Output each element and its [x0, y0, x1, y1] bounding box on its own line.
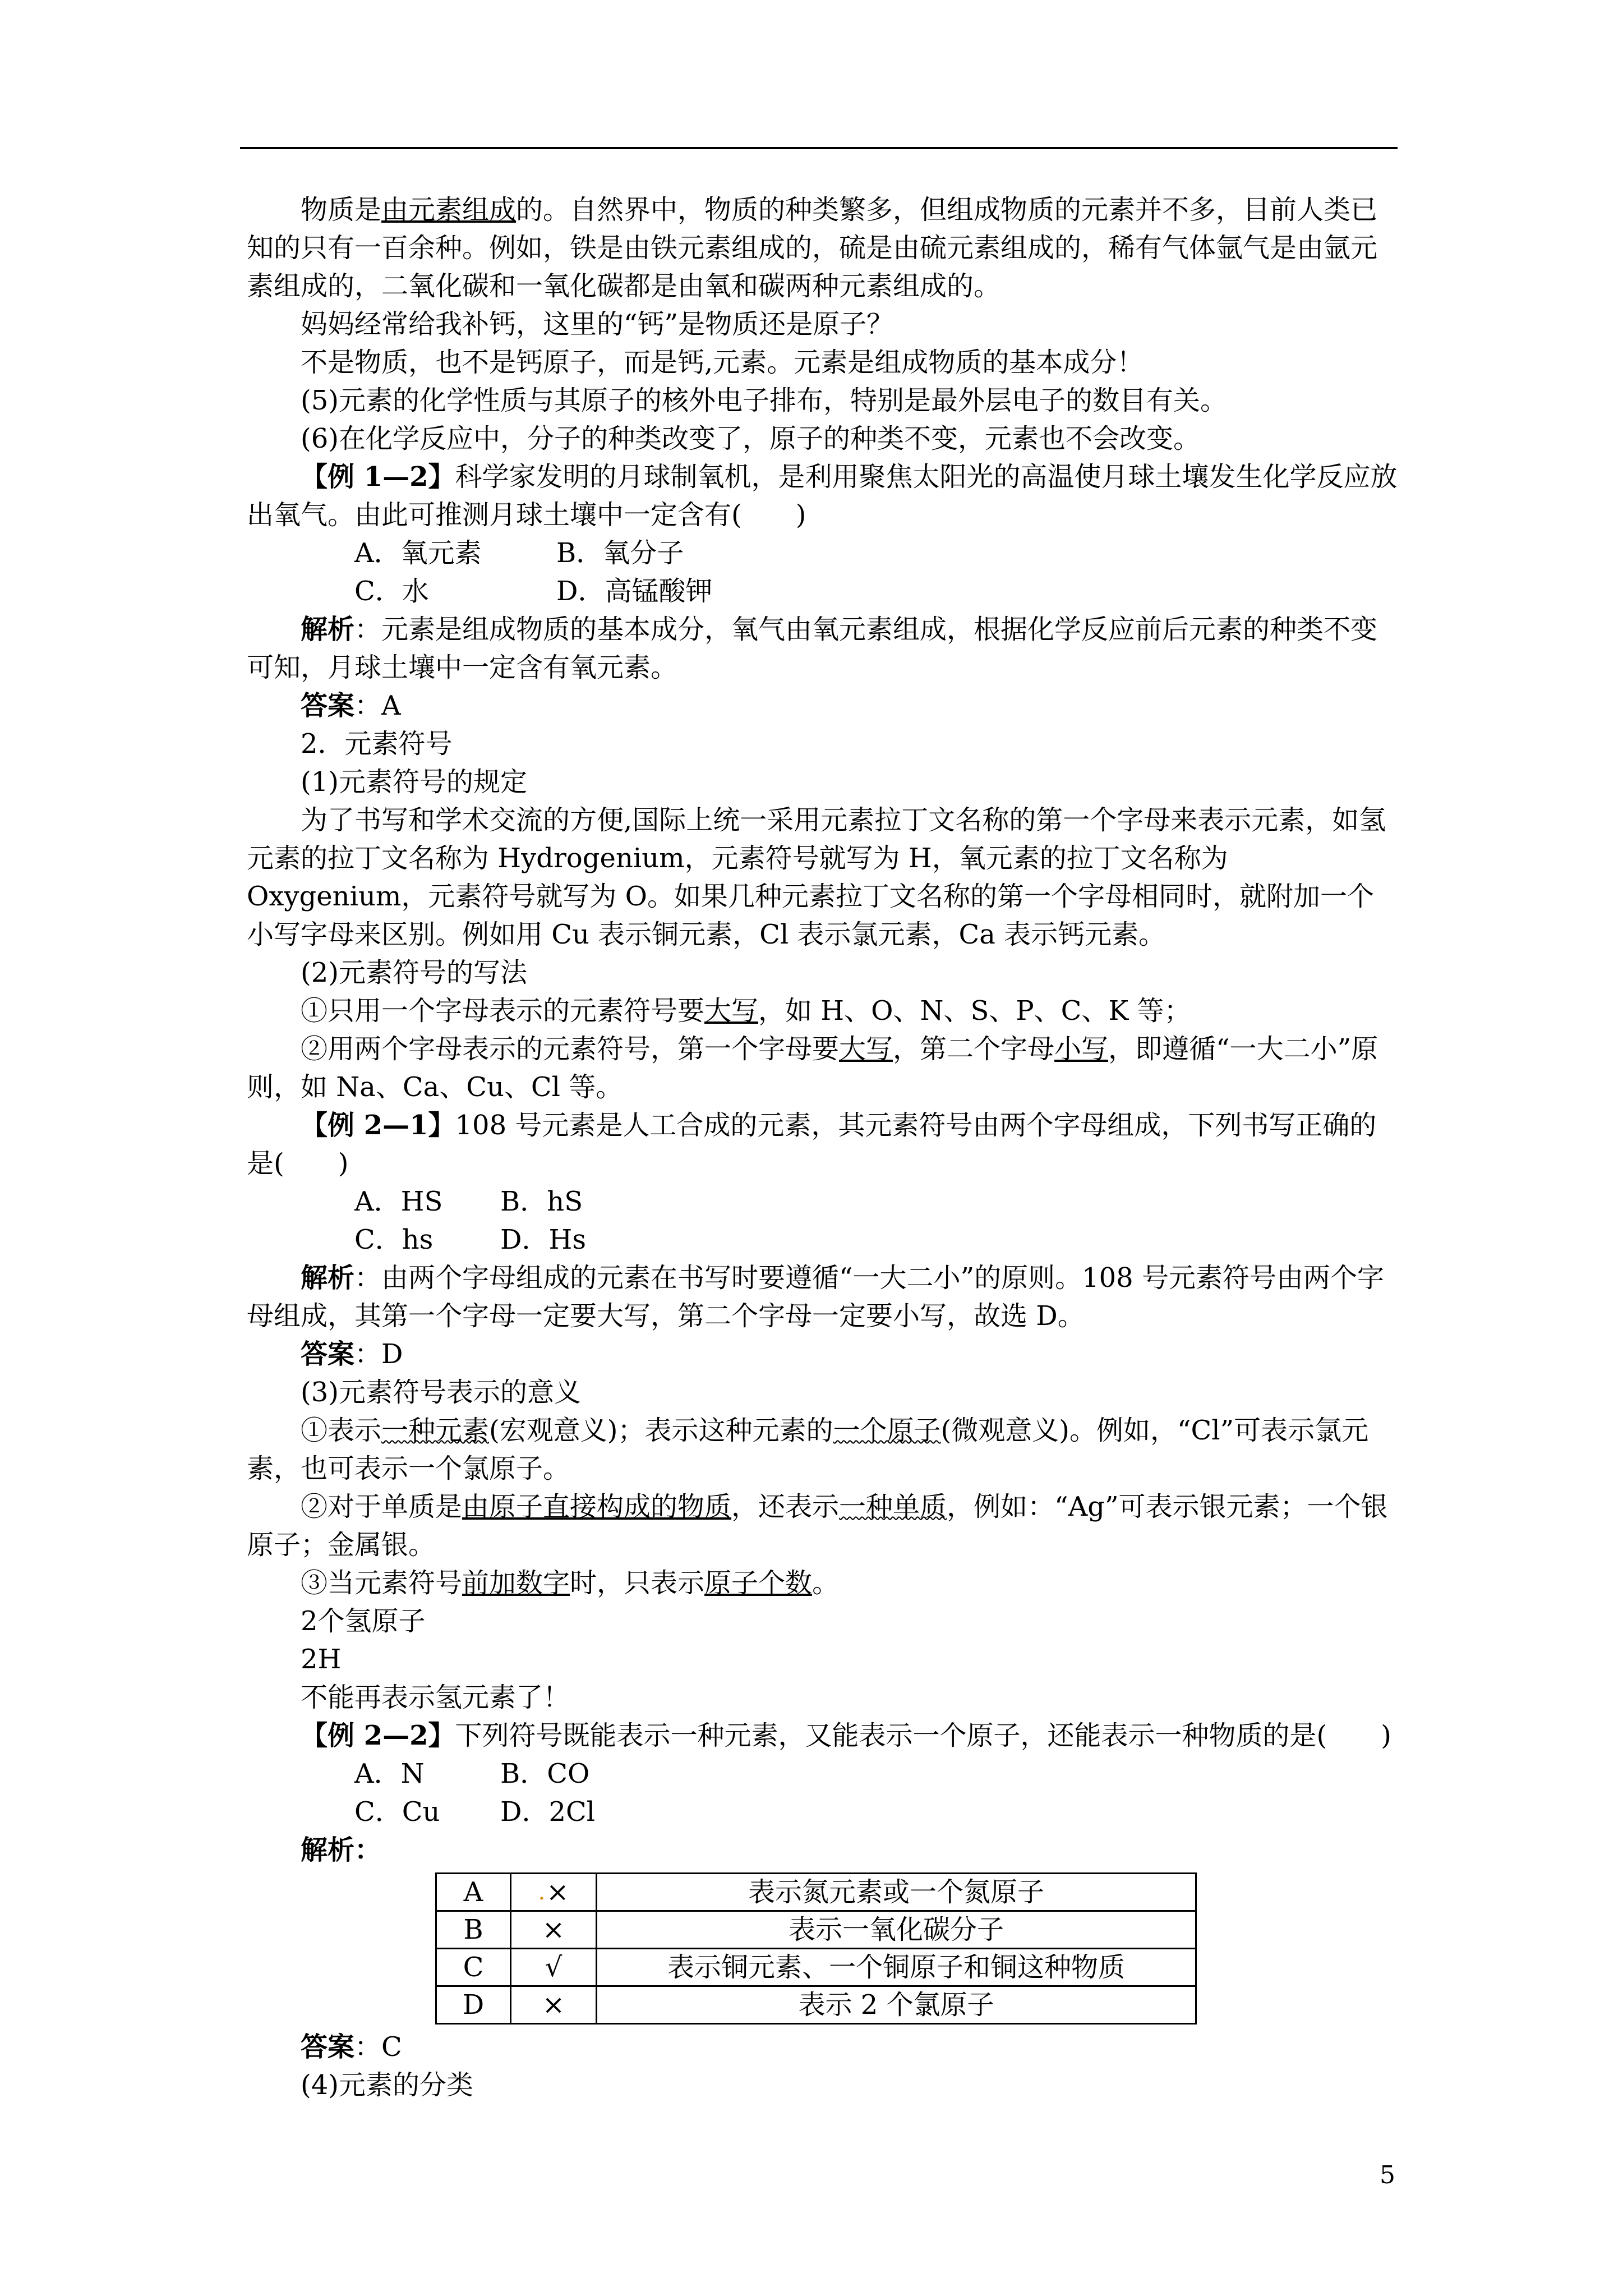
underlined-text: 小写	[1054, 1033, 1109, 1065]
table-cell-option: C	[436, 1949, 511, 1986]
rule-1	[247, 992, 1398, 1030]
table-cell-option: A	[436, 1874, 511, 1911]
answer-text: ：D	[354, 1338, 403, 1370]
table-cell-description: 表示氮元素或一个氮原子	[597, 1874, 1196, 1911]
example-text: 科学家发明的月球制氧机，是利用聚焦太阳光的高温使月球土壤发生化学反应放出氧气。由此可推测月球土壤中一定含有( )	[247, 461, 1398, 531]
table-cell-mark	[511, 1874, 597, 1911]
table-row	[436, 1911, 1196, 1949]
option-d: D．2Cl	[500, 1796, 596, 1828]
text: ，例如：“Ag”可表示银元素；一个银原子；金属银。	[247, 1491, 1388, 1561]
analysis-label: 解析	[301, 614, 355, 645]
table-cell-mark: ×	[511, 1911, 597, 1949]
underlined-text: 大写	[704, 995, 759, 1027]
section-2-heading: 2．元素符号	[301, 728, 453, 760]
table-cell-mark: ×	[511, 1986, 597, 2024]
option-c: C．hs	[354, 1224, 434, 1255]
table-cell-description: 表示 2 个氯原子	[597, 1986, 1196, 2024]
table-cell-option: B	[436, 1911, 511, 1949]
meaning-1	[247, 1411, 1398, 1488]
table-cell-mark: √	[511, 1949, 597, 1986]
point-6: (6)在化学反应中，分子的种类改变了，原子的种类不变，元素也不会改变。	[301, 423, 1200, 454]
underlined-text: 原子个数	[704, 1567, 813, 1599]
wavy-underlined-text: 一个原子	[833, 1415, 941, 1446]
example-1-2-options-ab	[247, 534, 1398, 572]
rule-2	[247, 1030, 1398, 1106]
analysis-label: 解析	[301, 1262, 355, 1294]
text: ②用两个字母表示的元素符号，第一个字母要	[301, 1033, 840, 1065]
example-2-1-answer	[247, 1335, 1398, 1373]
text: ，即遵循“一大二小”原则，如 Na、Ca、Cu、Cl 等。	[247, 1033, 1378, 1103]
option-c: C．Cu	[354, 1796, 440, 1828]
example-1-2-analysis	[247, 610, 1398, 687]
section-2-1-text: 为了书写和学术交流的方便,国际上统一采用元素拉丁文名称的第一个字母来表示元素，如氢元素的拉丁文名称为 Hydrogenium，元素符号就写为 H，氧元素的拉丁文名称为 Oxygenium，元素符号就写为 O。如果几种元素拉丁文名称的第一个字母相同时，就附加一个小写字母来区别。例如用 Cu 表示铜元素，Cl 表示氯元素，Ca 表示钙元素。	[247, 804, 1386, 950]
answer-label: 答案	[301, 690, 355, 721]
example-2-1-analysis	[247, 1259, 1398, 1335]
text: (微观意义)。例如，“Cl”可表示氯元素，也可表示一个氯原子。	[247, 1415, 1369, 1484]
answer-text: ：C	[354, 2031, 402, 2063]
example-tag: 【例 1—2】	[301, 461, 455, 493]
option-b: B．氧分子	[556, 537, 684, 569]
example-tag: 【例 2—1】	[301, 1110, 455, 1141]
text: ，第二个字母	[893, 1033, 1055, 1065]
option-d: D．Hs	[500, 1224, 586, 1255]
text: 。	[812, 1567, 840, 1599]
answer-label: 答案	[301, 2031, 355, 2063]
analysis-text: ：元素是组成物质的基本成分，氧气由氧元素组成，根据化学反应前后元素的种类不变可知，月球土壤中一定含有氧元素。	[247, 614, 1378, 683]
section-2-4-heading: (4)元素的分类	[301, 2069, 473, 2101]
analysis-text: ：由两个字母组成的元素在书写时要遵循“一大二小”的原则。108 号元素符号由两个字母组成，其第一个字母一定要大写，第二个字母一定要小写，故选 D。	[247, 1262, 1384, 1332]
option-b: B．CO	[500, 1758, 590, 1789]
note-two-hydrogen-atoms: 2个氢原子	[301, 1605, 426, 1637]
underlined-text: 由原子直接构成的物质	[462, 1491, 732, 1522]
table-cell-option: D	[436, 1986, 511, 2024]
text: 物质是	[301, 194, 382, 226]
table-row	[436, 1949, 1196, 1986]
option-d: D．高锰酸钾	[556, 576, 713, 607]
example-2-1-options-ab	[247, 1182, 1398, 1221]
example-text: 108 号元素是人工合成的元素，其元素符号由两个字母组成，下列书写正确的是( )	[247, 1110, 1377, 1179]
page-body	[247, 191, 1398, 2104]
option-a: A．N	[354, 1758, 425, 1789]
note-2h-symbol: 2H	[301, 1644, 342, 1675]
section-2-3-heading: (3)元素符号表示的意义	[301, 1377, 581, 1408]
text: ①只用一个字母表示的元素符号要	[301, 995, 705, 1027]
point-5: (5)元素的化学性质与其原子的核外电子排布，特别是最外层电子的数目有关。	[301, 385, 1227, 416]
text: ③当元素符号	[301, 1567, 463, 1599]
table-row	[436, 1986, 1196, 2024]
answer-label: 答案	[301, 1338, 355, 1370]
paragraph-element-composition	[247, 191, 1398, 305]
table-cell-description: 表示一氧化碳分子	[597, 1911, 1196, 1949]
underlined-text: 大写	[839, 1033, 893, 1065]
wavy-underlined-text: 一种单质	[839, 1491, 947, 1522]
dot-mark: .	[538, 1879, 546, 1905]
example-tag: 【例 2—2】	[301, 1720, 455, 1751]
example-2-2-answer	[247, 2028, 1398, 2066]
answer-text: ：A	[354, 690, 401, 721]
text: ，还表示	[731, 1491, 840, 1522]
option-a: A．HS	[354, 1186, 443, 1217]
page-number: 5	[1380, 2161, 1395, 2189]
example-2-2-analysis	[247, 1831, 1398, 1869]
header-rule	[240, 147, 1398, 149]
table-row	[436, 1874, 1196, 1911]
meaning-2	[247, 1488, 1398, 1564]
example-2-1-options-cd	[247, 1221, 1398, 1259]
wavy-underlined-text: 一种元素	[381, 1415, 490, 1446]
cross-mark: ×	[546, 1876, 569, 1908]
section-2-2-heading: (2)元素符号的写法	[301, 957, 527, 988]
underlined-text: 前加数字	[462, 1567, 570, 1599]
example-2-2-options-cd	[247, 1793, 1398, 1831]
option-b: B．hS	[500, 1186, 583, 1217]
text: ②对于单质是	[301, 1491, 463, 1522]
example-2-1	[247, 1106, 1398, 1182]
example-text: 下列符号既能表示一种元素，又能表示一个原子，还能表示一种物质的是( )	[455, 1720, 1391, 1751]
question-calcium: 妈妈经常给我补钙，这里的“钙”是物质还是原子？	[301, 309, 894, 340]
option-a: A．氧元素	[354, 537, 482, 569]
underlined-text: 由元素组成	[381, 194, 517, 226]
analysis-table	[435, 1872, 1197, 2024]
section-2-1-heading: (1)元素符号的规定	[301, 766, 527, 798]
analysis-text: ：	[354, 1834, 382, 1866]
text: (宏观意义)；表示这种元素的	[489, 1415, 833, 1446]
meaning-3	[247, 1564, 1398, 1602]
text: ，如 H、O、N、S、P、C、K 等；	[758, 995, 1191, 1027]
example-2-2	[247, 1717, 1398, 1755]
table-cell-description: 表示铜元素、一个铜原子和铜这种物质	[597, 1949, 1196, 1986]
example-1-2-answer	[247, 687, 1398, 725]
note-no-element-meaning: 不能再表示氢元素了！	[301, 1682, 570, 1713]
text: 的。自然界中，物质的种类繁多，但组成物质的元素并不多，目前人类已知的只有一百余种。例如，铁是由铁元素组成的，硫是由硫元素组成的，稀有气体氩气是由氩元素组成的，二氧化碳和一氧化碳都是由氧和碳两种元素组成的。	[247, 194, 1378, 302]
example-1-2	[247, 458, 1398, 534]
text: 时，只表示	[570, 1567, 705, 1599]
option-c: C．水	[354, 576, 429, 607]
example-2-2-options-ab	[247, 1755, 1398, 1793]
text: ①表示	[301, 1415, 382, 1446]
analysis-label: 解析	[301, 1834, 355, 1866]
answer-calcium: 不是物质，也不是钙原子，而是钙,元素。元素是组成物质的基本成分！	[301, 347, 1144, 378]
example-1-2-options-cd	[247, 572, 1398, 610]
